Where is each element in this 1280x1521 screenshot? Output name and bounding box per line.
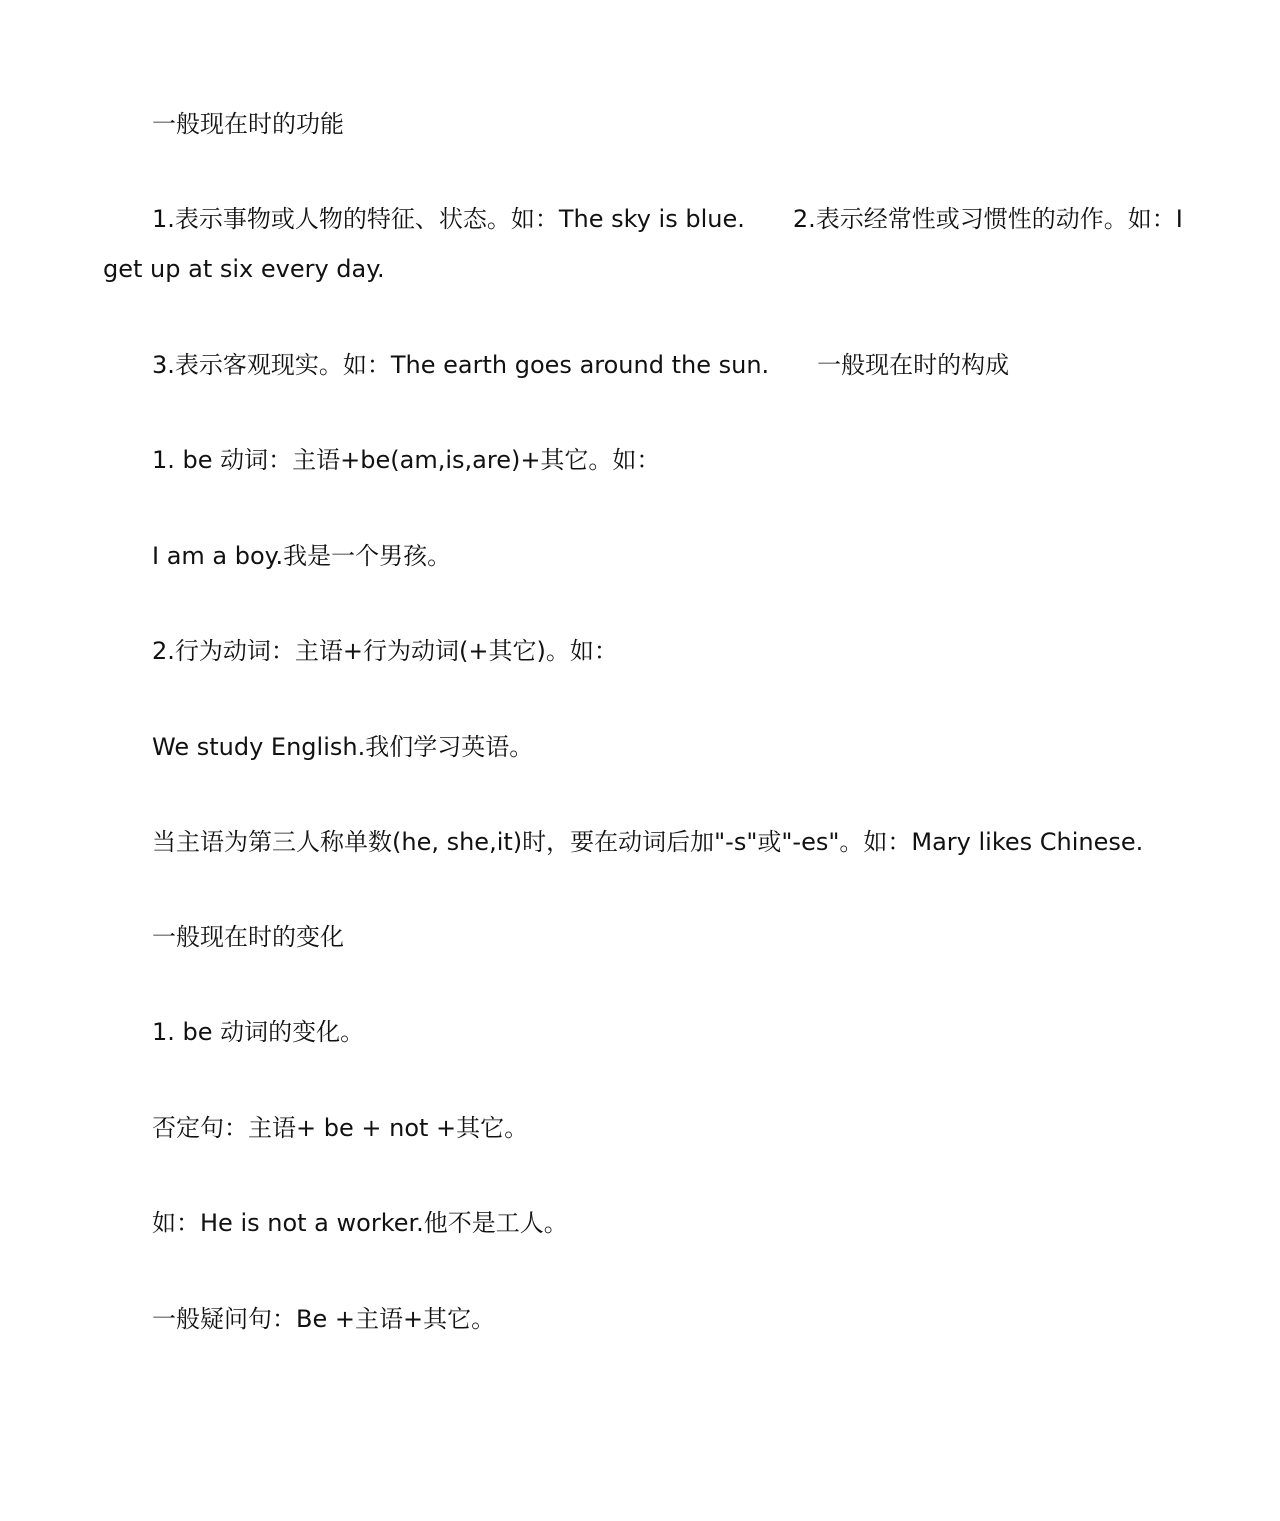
paragraph-function-3 [152, 348, 1009, 382]
be-rule: 1. be 动词：主语+be(am,is,are)+其它。如： [152, 446, 661, 474]
action-example: We study English.我们学习英语。 [152, 733, 534, 761]
heading-structure: 一般现在时的构成 [817, 351, 1010, 379]
negative-rule: 否定句：主语+ be + not +其它。 [152, 1114, 529, 1142]
negative-example: 如：He is not a worker.他不是工人。 [152, 1209, 568, 1237]
action-rule: 2.行为动词：主语+行为动词(+其它)。如： [152, 637, 618, 665]
be-change: 1. be 动词的变化。 [152, 1018, 365, 1046]
heading-function: 一般现在时的功能 [152, 110, 344, 138]
function-item-2: 2.表示经常性或习惯性的动作。如：I get up at six every day. [103, 205, 1183, 283]
paragraph-function-1-2 [103, 194, 1183, 294]
function-item-1: 1.表示事物或人物的特征、状态。如：The sky is blue. [152, 205, 745, 233]
function-item-3: 3.表示客观现实。如：The earth goes around the sun. [152, 351, 770, 379]
question-rule: 一般疑问句：Be +主语+其它。 [152, 1305, 496, 1333]
third-person-rule: 当主语为第三人称单数(he, she,it)时，要在动词后加"-s"或"-es"。如：Mary likes Chinese. [152, 828, 1144, 856]
heading-change: 一般现在时的变化 [152, 923, 344, 951]
be-example: I am a boy.我是一个男孩。 [152, 542, 452, 570]
